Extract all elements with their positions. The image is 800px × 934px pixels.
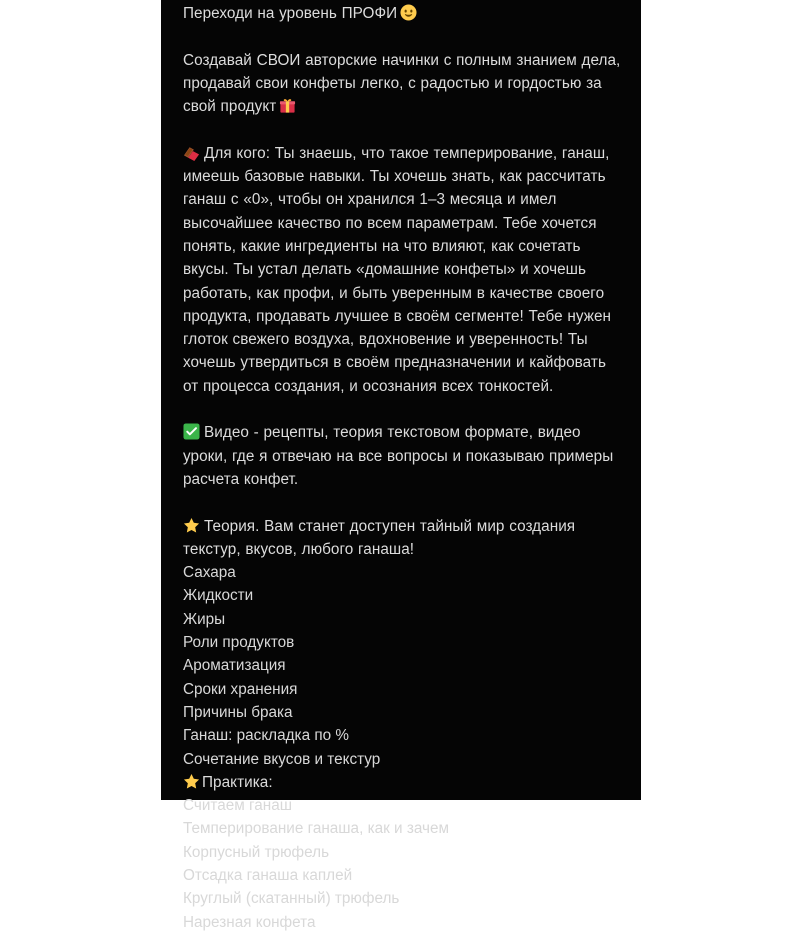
practice-list (183, 794, 621, 934)
dark-content-panel (161, 0, 641, 931)
post-audience-text: Для кого: Ты знаешь, что такое темперирование, ганаш, имеешь базовые навыки. Ты хочешь знать, как рассчитать ганаш с «0», чтобы он хранился 1–3 месяца и имел высочайшее качество по всем параметрам. Тебе хочется понять, какие ингредиенты на что влияют, как сочетать вкусы. Ты устал делать «домашние конфеты» и хочешь работать, как профи, и быть уверенным в качестве своего продукта, продавать лучшее в своём сегменте! Тебе нужен глоток свежего воздуха, вдохновение и уверенность! Ты хочешь утвердиться в своём предназначении и кайфовать от процесса создания, и осознания всех тонкостей. (183, 144, 612, 395)
star-icon (183, 517, 200, 534)
post-theory-heading (183, 515, 621, 562)
list-item: Жидкости (183, 587, 254, 605)
post-heading-text: Переходи на уровень ПРОФИ (183, 5, 398, 22)
spacer (183, 25, 621, 48)
spacer (183, 118, 621, 141)
post-practice-heading (183, 771, 621, 794)
list-item: Корпусный трюфель (183, 843, 330, 861)
spacer (183, 398, 621, 421)
post-practice-text: Практика: (202, 773, 273, 791)
post-intro-text: Создавай СВОИ авторские начинки с полным знанием дела, продавай свои конфеты легко, с радостью и гордостью за свой продукт (183, 51, 621, 116)
star-icon (183, 773, 200, 790)
post-video-paragraph (183, 421, 621, 491)
white-check-mark-emoji (183, 423, 200, 440)
list-item: Ганаш: раскладка по % (183, 727, 349, 745)
list-item: Причины брака (183, 703, 293, 721)
post-text-body (183, 2, 621, 934)
smiling-face-emoji (400, 4, 417, 21)
post-intro-paragraph (183, 49, 621, 119)
theory-list (183, 561, 621, 771)
list-item: Сочетание вкусов и текстур (183, 750, 381, 768)
list-item: Жиры (183, 610, 226, 628)
list-item: Отсадка ганаша каплей (183, 866, 353, 884)
list-item: Нарезная конфета (183, 913, 316, 931)
post-heading (183, 2, 621, 25)
list-item: Ароматизация (183, 657, 286, 675)
post-theory-text: Теория. Вам станет доступен тайный мир создания текстур, вкусов, любого ганаша! (183, 517, 576, 558)
list-item: Считаем ганаш (183, 797, 292, 815)
list-item: Сахара (183, 564, 236, 582)
spacer (183, 491, 621, 514)
list-item: Круглый (скатанный) трюфель (183, 890, 400, 908)
post-audience-paragraph (183, 142, 621, 398)
list-item: Роли продуктов (183, 634, 295, 652)
list-item: Сроки хранения (183, 680, 298, 698)
wrapped-gift-emoji (279, 97, 296, 114)
chocolate-bar-emoji (183, 144, 200, 161)
post-video-text: Видео - рецепты, теория текстовом формате, видео уроки, где я отвечаю на все вопросы и показываю примеры расчета конфет. (183, 424, 614, 488)
list-item: Темперирование ганаша, как и зачем (183, 820, 450, 838)
